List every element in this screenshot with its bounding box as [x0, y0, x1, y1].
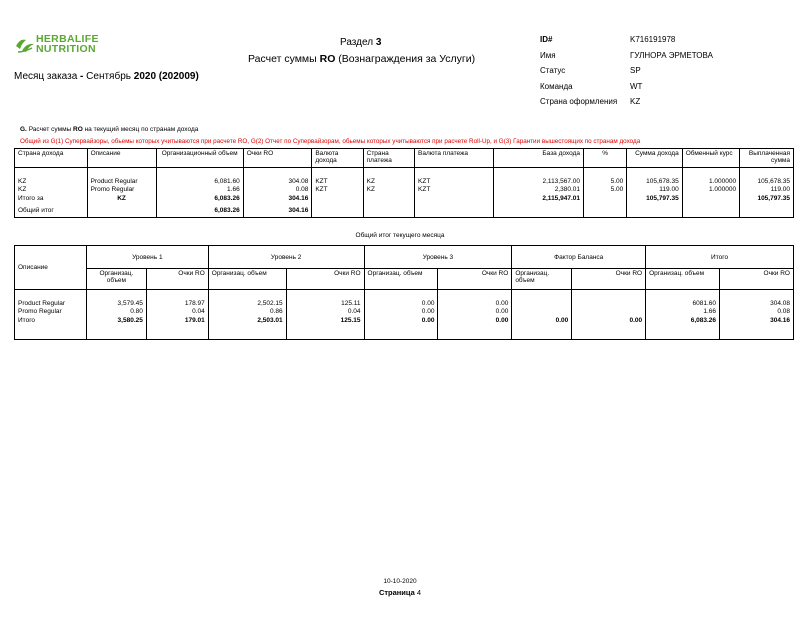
info-key: Имя: [540, 50, 556, 60]
cell: 6,083.26: [214, 194, 240, 202]
income-base-cell: [493, 168, 584, 218]
total-month-label: Общий итог текущего месяца: [355, 232, 445, 239]
cell: 0.86: [270, 308, 283, 315]
cell: 304.08: [288, 177, 309, 185]
month-year: 2020 (202009): [133, 71, 199, 82]
page-label: Страница: [378, 588, 415, 597]
cell: 6,081.60: [214, 177, 240, 185]
l1-org-cell: [86, 290, 146, 340]
total-ro-cell: [720, 290, 794, 340]
info-row-status: [540, 66, 713, 82]
ro-by-country-table: [14, 148, 794, 218]
print-date: 10-10-2020: [383, 578, 417, 585]
col-header: Страна платежа: [363, 149, 414, 168]
cell: 0.04: [347, 308, 361, 315]
cell: KZT: [315, 186, 328, 193]
group-header-row: [15, 246, 794, 269]
col-header: Страна дохода: [15, 149, 88, 168]
info-value: K716191978: [630, 35, 676, 44]
cell: KZT: [418, 186, 431, 193]
cell: 0.00: [421, 316, 435, 324]
group-header: [208, 246, 364, 269]
cell: 2,503.01: [257, 316, 283, 324]
cell: 0.80: [130, 308, 143, 315]
group-header: [364, 246, 512, 269]
herbalife-logo: [14, 35, 124, 57]
section-g-note: Общий из G(1) Супервайзоры, обьемы которых учитываются при расчете RO, G(2) Отчет по Супервайзорам, обьемы которых учитываются при расчете Roll-Up, и G(3) Гарантии вышестоящих по странам дохода: [20, 138, 641, 145]
sub-header: Очки RO: [720, 269, 794, 290]
col-header: Обменный курс: [682, 149, 739, 168]
group-label: Итого: [711, 253, 729, 261]
pay-currency-cell: [415, 168, 493, 218]
info-row-name: [540, 51, 713, 67]
cell: KZ: [117, 194, 126, 202]
sub-header: Организац. объем: [512, 269, 572, 290]
col-header: Сумма дохода: [627, 149, 682, 168]
cell: 6,083.26: [690, 316, 717, 324]
info-row-id: [540, 35, 713, 51]
cell: 105,797.35: [646, 194, 679, 202]
col-header: Очки RO: [243, 149, 312, 168]
group-label: Уровень 2: [270, 253, 302, 261]
table-header-row: [15, 149, 794, 168]
description-cell: [87, 168, 156, 218]
page-number: [0, 588, 800, 597]
info-key: Страна оформления: [540, 97, 618, 106]
l3-ro-cell: [438, 290, 512, 340]
cell: 304.16: [770, 316, 790, 324]
cell: KZT: [315, 177, 328, 185]
pay-country-cell: [363, 168, 414, 218]
group-label: Фактор Баланса: [554, 253, 604, 261]
cell: 0.00: [555, 316, 569, 324]
section-title: [340, 37, 381, 48]
ro-points-cell: [243, 168, 312, 218]
paid-cell: [740, 168, 794, 218]
cell: 0.00: [495, 316, 509, 324]
cell: 0.08: [295, 186, 309, 193]
rate-cell: [682, 168, 739, 218]
sub-header: Организац. объем: [86, 269, 146, 290]
month-label: Месяц заказа: [14, 71, 78, 82]
l1-ro-cell: [146, 290, 208, 340]
cell: KZ: [366, 186, 375, 193]
sub-header: Организац. объем: [208, 269, 286, 290]
col-header: Выплаченная сумма: [740, 149, 794, 168]
cell: KZ: [366, 177, 375, 185]
cell: 2,113,567.00: [542, 177, 580, 185]
cell: 3,579.45: [117, 299, 143, 307]
cell: 0.00: [495, 299, 509, 307]
cell: Product Regular: [18, 299, 65, 307]
logo-line2: NUTRITION: [36, 42, 96, 55]
table-row: [15, 290, 794, 340]
section-g-title: [20, 126, 198, 133]
cell: 304.16: [288, 207, 309, 214]
income-sum-cell: [627, 168, 682, 218]
row-labels: [15, 290, 87, 340]
logo-line1: HERBALIFE: [36, 33, 99, 45]
page-num: 4: [416, 588, 422, 597]
month-name: Сентябрь: [86, 71, 131, 82]
cell: 178.97: [184, 299, 205, 307]
info-key: Статус: [540, 66, 566, 75]
total-org-cell: [646, 290, 720, 340]
col-header: База дохода: [493, 149, 584, 168]
cell: KZ: [18, 177, 27, 185]
cell: 119.00: [659, 186, 679, 193]
section-g-text: Расчет суммы: [28, 126, 72, 133]
group-header: [646, 246, 794, 269]
section-label: Раздел: [340, 37, 374, 48]
desc-header: Описание: [15, 246, 87, 290]
cell: 125.15: [340, 316, 361, 324]
subtitle-text-b: (Вознаграждения за Услуги): [338, 53, 476, 65]
page-subtitle: [248, 53, 475, 65]
sub-header-row: [15, 269, 794, 290]
section-number: 3: [375, 37, 382, 48]
sub-header: Организац. объем: [364, 269, 438, 290]
cell: 0.04: [192, 308, 205, 315]
cell: Итого: [18, 316, 36, 324]
cell: KZT: [418, 177, 431, 185]
subtitle-text: Расчет суммы: [248, 53, 317, 65]
cell: 1.66: [703, 308, 717, 315]
group-label: Уровень 3: [422, 253, 454, 261]
cell: 179.01: [184, 316, 205, 324]
col-header: %: [584, 149, 627, 168]
group-header: [512, 246, 646, 269]
cell: KZ: [18, 186, 27, 193]
leaf-logo-icon: [14, 37, 36, 55]
cell: Итого за: [18, 194, 44, 202]
cell: 105,678.35: [757, 177, 790, 185]
info-row-team: [540, 82, 713, 98]
cell: Product Regular: [90, 177, 138, 185]
cell: 2,115,947.01: [542, 194, 580, 202]
cell: Общий итог: [18, 207, 54, 214]
cell: 6,083.26: [214, 207, 240, 214]
sub-header: Очки RO: [146, 269, 208, 290]
levels-table: [14, 245, 794, 340]
table-row: [15, 168, 794, 218]
col-header: Описание: [87, 149, 156, 168]
cell: 0.00: [629, 316, 643, 324]
sub-header: Очки RO: [572, 269, 646, 290]
group-header: [86, 246, 208, 269]
cell: 6081.60: [692, 299, 717, 307]
cell: 304.08: [770, 299, 790, 307]
info-value: WT: [630, 81, 643, 91]
info-key: ID#: [540, 35, 553, 44]
cell: 105,797.35: [757, 194, 790, 202]
sub-header: Очки RO: [286, 269, 364, 290]
info-row-country: [540, 97, 713, 113]
sub-header: Организац. объем: [646, 269, 720, 290]
cell: 0.00: [495, 308, 509, 315]
month-dash: -: [80, 71, 84, 82]
section-g-text-b: на текущий месяц по странам дохода: [84, 126, 199, 133]
info-value: SP: [630, 66, 641, 75]
cell: 0.08: [777, 308, 790, 315]
cell: 119.00: [770, 186, 790, 193]
col-header: Валюта платежа: [415, 149, 493, 168]
cell: Promo Regular: [90, 186, 135, 193]
cell: 304.16: [288, 194, 309, 202]
section-g-ro: RO: [73, 126, 83, 133]
order-month: [14, 71, 199, 82]
cell: 1.66: [227, 186, 240, 193]
cell: 0.00: [421, 299, 435, 307]
cell: 1.000000: [708, 186, 737, 193]
distributor-info: [540, 35, 713, 113]
section-g-letter: G.: [20, 126, 27, 133]
cell: Promo Regular: [18, 308, 62, 315]
cell: 1.000000: [708, 177, 737, 185]
cell: 125.11: [341, 299, 361, 307]
sub-header: Очки RO: [438, 269, 512, 290]
l3-org-cell: [364, 290, 438, 340]
income-currency-cell: [312, 168, 363, 218]
l2-org-cell: [208, 290, 286, 340]
cell: 2,502.15: [257, 299, 283, 307]
cell: 3,580.25: [117, 316, 143, 324]
cell: 0.00: [421, 308, 435, 315]
country-cell: [15, 168, 88, 218]
col-header: Организационный объем: [156, 149, 243, 168]
col-header: Валюта дохода: [312, 149, 363, 168]
info-key: Команда: [540, 81, 573, 91]
cell: 5.00: [610, 186, 624, 193]
group-label: Уровень 1: [132, 253, 163, 261]
percent-cell: [584, 168, 627, 218]
cell: 105,678.35: [646, 177, 679, 185]
info-value: ГУЛНОРА ЭРМЕТОВА: [630, 50, 713, 60]
bf-ro-cell: [572, 290, 646, 340]
cell: 2,380.01: [554, 186, 580, 193]
org-volume-cell: [156, 168, 243, 218]
subtitle-ro: RO: [319, 53, 336, 65]
l2-ro-cell: [286, 290, 364, 340]
cell: 5.00: [610, 177, 624, 185]
bf-org-cell: [512, 290, 572, 340]
info-value: KZ: [630, 97, 641, 106]
